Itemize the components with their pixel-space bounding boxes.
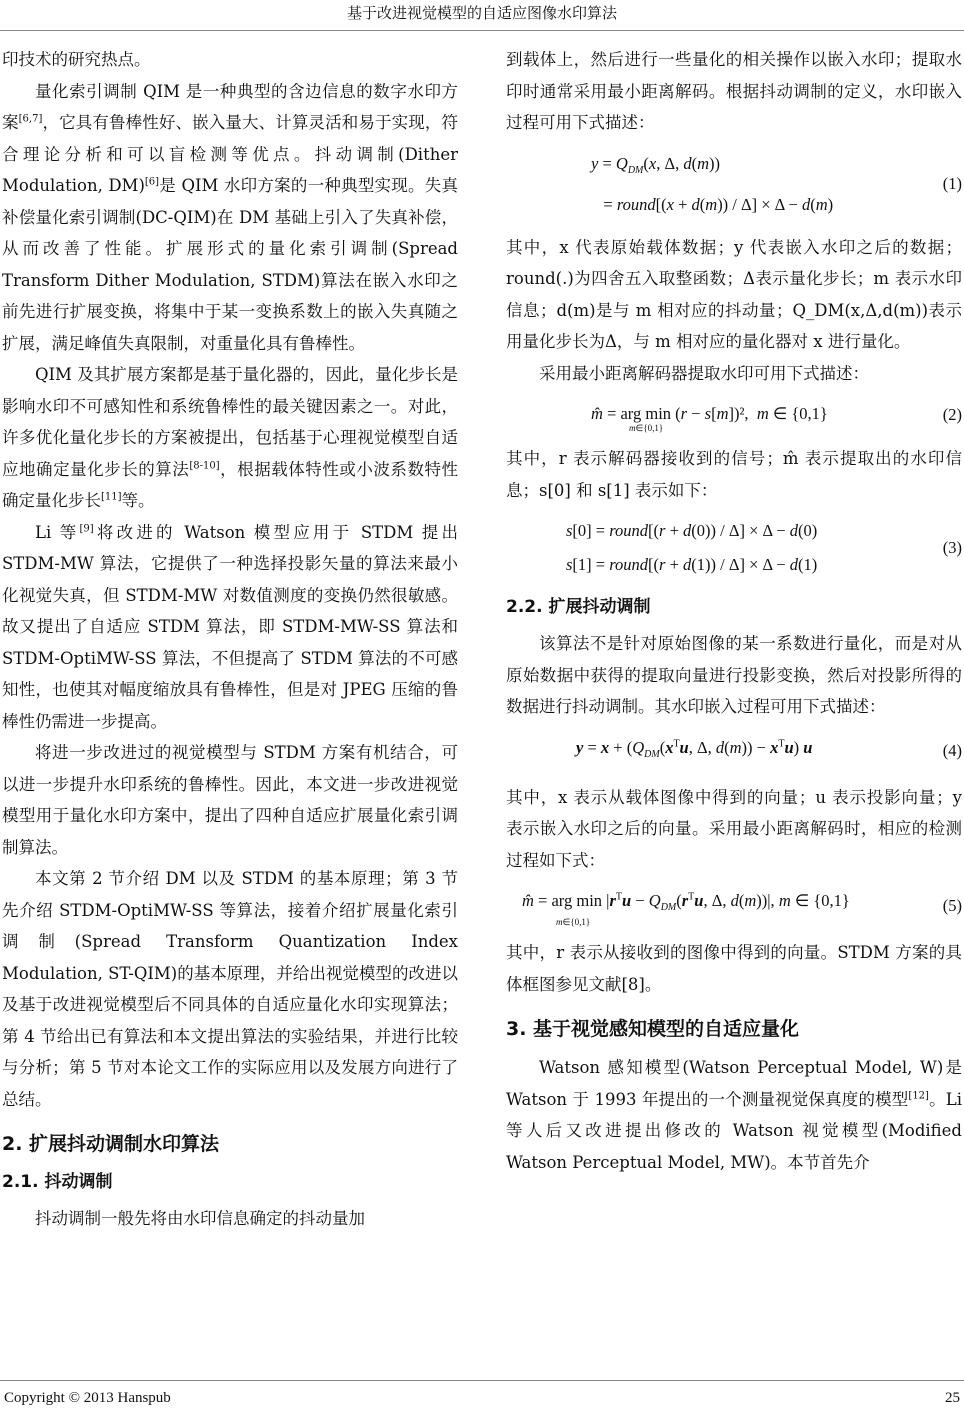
equation-4: $y = x + (Q_{DM}(x^Tu$, Δ, $d(m)) - x^Tu$) u (4) (506, 731, 962, 772)
paragraph: Li 等[9]将改进的 Watson 模型应用于 STDM 提出 STDM-MW 算法，它提供了一种选择投影矢量的算法来最小化视觉失真，但 STDM-MW 对数值测度的变换仍然很敏感。故又提出了自适应 STDM 算法，即 STDM-MW-SS 算法和 STDM-OptiMW-SS 算法，不但提高了 STDM 算法的不可感知性，也使其对幅度缩放具有鲁棒性，但是对 JPEG 压缩的鲁棒性仍需进一步提高。 (2, 522, 459, 731)
running-header (0, 0, 964, 31)
paragraph: 量化索引调制 QIM 是一种典型的含边信息的数字水印方案[6,7]，它具有鲁棒性好、嵌入量大、计算灵活和易于实现，符合理论分析和可以盲检测等优点。抖动调制(Dither Modulation, DM)[6]是 QIM 水印方案的一种典型实现。失真补偿量化索引调制(DC-QIM)在 DM 基础上引入了失真补偿，从而改善了性能。扩展形式的量化索引调制(Spread Transform Dither Modulation, STDM)算法在嵌入水印之前先进行扩展变换，将集中于某一变换系数上的嵌入失真随之扩展，满足峰值失真限制，对重量化具有鲁棒性。 (2, 81, 459, 353)
equation-1: $y = Q_{DM}(x$, Δ, d(m)) = round[(x + d(m)) / Δ] × Δ − d(m) (1) (591, 153, 962, 214)
paragraph: Watson 感知模型(Watson Perceptual Model, W)是 Watson 于 1993 年提出的一个测量视觉保真度的模型[12]。Li 等人后又改进提出修改的 Watson 视觉模型(Modified Watson Perceptual Model, MW)。本节首先介 (506, 1058, 963, 1172)
paragraph: 印技术的研究热点。 (2, 50, 151, 69)
equation-number: (5) (942, 895, 962, 915)
page-footer (0, 1380, 964, 1411)
paragraph: 该算法不是针对原始图像的某一系数进行量化，而是对从原始数据中获得的提取向量进行投影变换，然后对投影所得的数据进行抖动调制。其水印嵌入过程可用下式描述： (506, 634, 962, 716)
paragraph: 到载体上，然后进行一些量化的相关操作以嵌入水印；提取水印时通常采用最小距离解码。根据抖动调制的定义，水印嵌入过程可用下式描述： (506, 50, 962, 132)
citation: [6,7] (18, 113, 43, 125)
paragraph: 其中，r 表示解码器接收到的信号；m̂ 表示提取出的水印信息；s[0] 和 s[1] 表示如下： (506, 449, 962, 500)
equation-number: (3) (942, 538, 962, 557)
equation-number: (2) (942, 405, 962, 424)
equation-number: (4) (942, 741, 962, 760)
equation-3: s[0] = round[(r + d(0)) / Δ] × Δ − d(0) s[1] = round[(r + d(1)) / Δ] × Δ − d(1) (3) (566, 521, 962, 574)
citation: [12] (908, 1090, 929, 1101)
equation-number: (1) (942, 174, 962, 193)
paragraph: 抖动调制一般先将由水印信息确定的抖动量加 (35, 1209, 365, 1228)
section-heading: 3. 基于视觉感知模型的自适应量化 (506, 1018, 800, 1040)
page-number: 25 (945, 1390, 960, 1406)
citation: [8-10] (189, 460, 220, 471)
equation-2: m̂ = arg min (r − s[m])², m ∈ {0,1} m∈{0,1} (2) (506, 397, 962, 433)
paragraph: 其中，x 代表原始载体数据；y 代表嵌入水印之后的数据；round(.)为四舍五入取整函数；Δ表示量化步长；m 表示水印信息；d(m)是与 m 相对应的抖动量；Q_DM(x,Δ,d(m))表示用量化步长为Δ，与 m 相对应的量化器对 x 进行量化。 (506, 237, 962, 351)
citation: [6] (144, 176, 160, 188)
subsection-heading: 2.1. 抖动调制 (2, 1172, 113, 1192)
left-column (2, 44, 458, 1235)
paragraph: 本文第 2 节介绍 DM 以及 STDM 的基本原理；第 3 节先介绍 STDM-OptiMW-SS 等算法，接着介绍扩展量化索引调制(Spread Transform Quantization Index Modulation, ST-QIM)的基本原理，并给出视觉模型的改进以及基于改进视觉模型后不同具体的自适应量化水印实现算法；第 4 节给出已有算法和本文提出算法的实验结果，并进行比较与分析；第 5 节对本论文工作的实际应用以及发展方向进行了总结。 (2, 869, 458, 1109)
subsection-heading: 2.2. 扩展抖动调制 (506, 597, 651, 617)
section-heading: 2. 扩展抖动调制水印算法 (2, 1133, 220, 1155)
citation: [9] (79, 523, 94, 534)
paragraph: 其中，x 表示从载体图像中得到的向量；u 表示投影向量；y 表示嵌入水印之后的向量。采用最小距离解码时，相应的检测过程如下式： (506, 787, 962, 870)
paragraph: 将进一步改进过的视觉模型与 STDM 方案有机结合，可以进一步提升水印系统的鲁棒性。因此，本文进一步改进视觉模型用于量化水印方案中，提出了四种自适应扩展量化索引调制算法。 (2, 743, 458, 857)
equation-5: m̂ = arg $\min |r^Tu - Q_{DM}(r^Tu$, Δ, d(m))|, m ∈ {0,1} m∈{0,1} (5) (506, 884, 962, 927)
paragraph: 其中，r 表示从接收到的图像中得到的向量。STDM 方案的具体框图参见文献[8]。 (506, 943, 962, 994)
header-title: 基于改进视觉模型的自适应图像水印算法 (346, 4, 617, 22)
paragraph: 采用最小距离解码器提取水印可用下式描述： (539, 363, 869, 383)
right-column (506, 44, 962, 1178)
citation: [11] (101, 491, 122, 503)
copyright-text: Copyright © 2013 Hanspub (4, 1390, 171, 1406)
paragraph: QIM 及其扩展方案都是基于量化器的，因此，量化步长是影响水印不可感知性和系统鲁棒性的最关键因素之一。对此，许多优化量化步长的方案被提出，包括基于心理视觉模型自适应地确定量化步长的算法[8-10]，根据载体特性或小波系数特性确定量化步长[11]等。 (2, 365, 459, 510)
